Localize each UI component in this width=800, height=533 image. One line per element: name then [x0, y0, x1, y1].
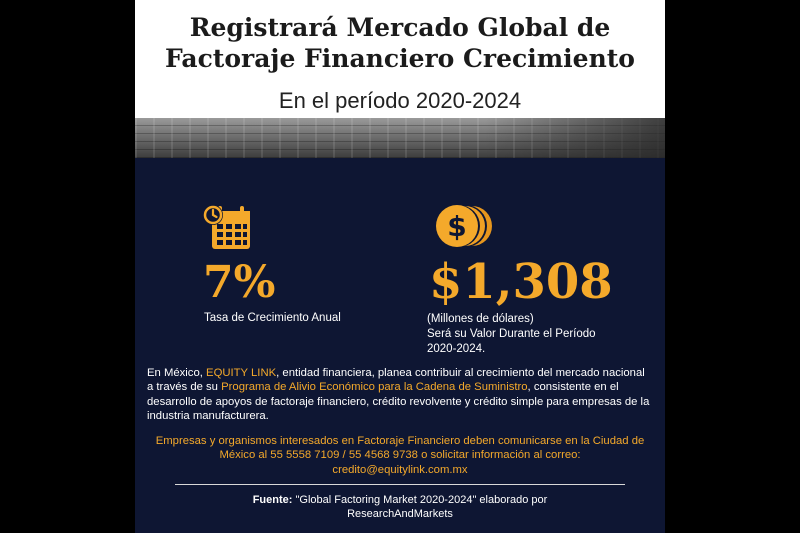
source-publisher: ResearchAndMarkets	[347, 508, 453, 520]
market-value: $1,308	[429, 254, 613, 310]
market-value-unit: (Millones de dólares)	[427, 313, 534, 325]
dollar-coins-icon	[428, 201, 492, 251]
market-value-period: 2020-2024.	[427, 343, 486, 355]
market-value-label	[427, 312, 647, 357]
body-text-3: , consistente en el desarrollo de apoyos de factoraje financiero, crédito revolvente y crédito simple para empresas de la industria manufacturera.	[147, 381, 650, 422]
divider	[175, 484, 625, 485]
program-name: Programa de Alivio Económico para la Cadena de Suministro	[221, 381, 528, 394]
contact-text: Empresas y organismos interesados en Factoraje Financiero deben comunicarse en la Ciudad de México al 55 5558 7109 / 55 4568 9738 o solicitar información al correo:	[155, 435, 645, 462]
header	[135, 0, 665, 118]
market-value-desc: Será su Valor Durante el Período	[427, 328, 596, 340]
infographic-card	[135, 0, 665, 533]
body-text-1: En México,	[147, 367, 207, 379]
page-title	[135, 12, 665, 74]
growth-rate-value: 7%	[203, 257, 276, 308]
contact-email[interactable]: credito@equitylink.com.mx	[332, 463, 468, 476]
contact-info	[143, 434, 657, 477]
title-line-2: Factoraje Financiero Crecimiento	[165, 44, 635, 73]
calendar-clock-icon	[202, 203, 252, 251]
body-paragraph	[147, 366, 653, 423]
svg-text:$: $	[447, 210, 467, 243]
source-label: Fuente:	[252, 494, 293, 506]
source-text: "Global Factoring Market 2020-2024" elaborado por	[292, 494, 548, 506]
company-name: EQUITY LINK	[206, 367, 277, 379]
page-subtitle: En el período 2020-2024	[278, 88, 522, 113]
growth-rate-label: Tasa de Crecimiento Anual	[204, 312, 341, 324]
source-note	[175, 493, 625, 521]
building-photo-strip	[135, 118, 665, 158]
body-text-2: , entidad financiera, planea contribuir al crecimiento del mercado nacional a través de su	[147, 367, 645, 394]
title-line-1: Registrará Mercado Global de	[189, 13, 611, 42]
